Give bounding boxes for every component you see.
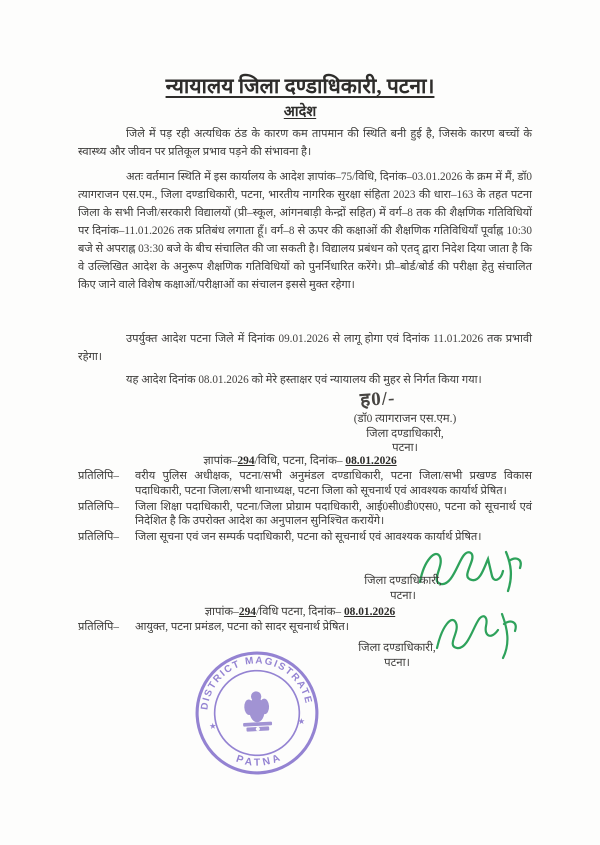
stamp-bottom-text: PATNA bbox=[234, 751, 285, 769]
handwritten-signature-mark: ह0/- bbox=[359, 387, 396, 412]
copy-text: जिला सूचना एवं जन सम्पर्क पदाधिकारी, पटना को सूचनार्थ एवं आवश्यक कार्यार्थ प्रेषित। bbox=[135, 531, 482, 544]
designation-line: जिला दण्डाधिकारी, bbox=[358, 642, 436, 654]
copy-text: आयुक्त, पटना प्रमंडल, पटना को सादर सूचनार्थ प्रेषित। bbox=[135, 621, 350, 633]
memo-middle: /विधि, पटना, दिनांक– bbox=[254, 455, 346, 467]
copy-label: प्रतिलिपि– bbox=[78, 621, 119, 633]
memo-date: 08.01.2026 bbox=[343, 606, 396, 618]
memo-line-1 bbox=[0, 453, 600, 468]
memo-date: 08.01.2026 bbox=[345, 455, 397, 467]
copy-label: प्रतिलिपि– bbox=[78, 531, 119, 544]
signatory-block bbox=[300, 412, 510, 456]
svg-text:PATNA bbox=[234, 751, 285, 770]
memo-prefix: ज्ञापांक– bbox=[203, 455, 238, 467]
order-paragraph: जिले में पड़ रही अत्यधिक ठंड के कारण कम तापमान की स्थिति बनी हुई है, जिसके कारण बच्चों के स्वास्थ्य और जीवन पर प्रतिकूल प्रभाव पड़ने की संभावना है। bbox=[78, 128, 532, 158]
memo-number: 294 bbox=[238, 606, 256, 618]
copy-row bbox=[78, 500, 532, 530]
copy-text: जिला शिक्षा पदाधिकारी, पटना/जिला प्रोग्राम पदाधिकारी, आई0सी0डी0एस0, पटना को सूचनार्थ एवं निदेशित है कि उपरोक्त आदेश का अनुपालन सुनिश्चित करायेंगे। bbox=[135, 500, 532, 528]
star-icon: ★ bbox=[297, 716, 306, 727]
ashoka-emblem-icon bbox=[241, 691, 272, 732]
order-paragraph: उपर्युक्त आदेश पटना जिले में दिनांक 09.01.2026 से लागू होगा एवं दिनांक 11.01.2026 तक प्रभावी रहेगा। bbox=[78, 333, 532, 363]
district-magistrate-stamp bbox=[191, 647, 323, 779]
signature-designation-block bbox=[322, 641, 472, 670]
stamp-ring-text: DISTRICT MAGISTRATE bbox=[199, 655, 314, 711]
signature-designation-block bbox=[328, 574, 478, 603]
signatory-place: पटना। bbox=[392, 442, 418, 454]
memo-middle: /विधि पटना, दिनांक– bbox=[255, 606, 344, 618]
signatory-designation: जिला दण्डाधिकारी, bbox=[366, 427, 444, 440]
copy-label: प्रतिलिपि– bbox=[78, 470, 119, 482]
order-heading: आदेश bbox=[283, 104, 317, 120]
designation-place: पटना। bbox=[384, 656, 410, 669]
signatory-name: (डॉ0 त्यागराजन एस.एम.) bbox=[353, 413, 457, 425]
copy-row bbox=[78, 469, 532, 499]
copy-distribution-list-1 bbox=[78, 469, 532, 546]
order-paragraph: अतः वर्तमान स्थिति में इस कार्यालय के आदेश ज्ञापांक–75/विधि, दिनांक–03.01.2026 के क्रम में मैं, डॉ0 त्यागराजन एस.एम., जिला दण्डाधिकारी, पटना, भारतीय नागरिक सुरक्षा संहिता 2023 की धारा–163 के तहत पटना जिला के सभी निजी/सरकारी विद्यालयों (प्री–स्कूल, आंगनबाड़ी केन्द्रों सहित) में वर्ग–8 तक की शैक्षणिक गतिविधियों पर दिनांक–11.01.2026 तक प्रतिबंध लगाता हूँ। वर्ग–8 से ऊपर की कक्षाओं की शैक्षणिक गतिविधियाँ पूर्वाह्न 10:30 बजे से अपराह्न 03:30 बजे के बीच संचालित की जा सकती है। विद्यालय प्रबंधन को एतद् द्वारा निदेश दिया जाता है कि वे उल्लिखित आदेश के अनुरूप शैक्षणिक गतिविधियों को पुनर्निधारित करेंगे। प्री–बोर्ड/बोर्ड की परीक्षा हेतु संचालित किए जाने वाले विशेष कक्षाओं/परीक्षाओं का संचालन इससे मुक्त रहेगा। bbox=[78, 171, 532, 291]
copy-label: प्रतिलिपि– bbox=[78, 500, 119, 513]
designation-place: पटना। bbox=[390, 589, 416, 602]
designation-line: जिला दण्डाधिकारी, bbox=[364, 575, 442, 587]
page-title: न्यायालय जिला दण्डाधिकारी, पटना। bbox=[165, 74, 435, 98]
memo-number: 294 bbox=[237, 455, 255, 467]
order-paragraph: यह आदेश दिनांक 08.01.2026 को मेरे हस्ताक्षर एवं न्यायालय की मुहर से निर्गत किया गया। bbox=[126, 374, 482, 386]
star-icon: ★ bbox=[208, 721, 217, 731]
copy-text: वरीय पुलिस अधीक्षक, पटना/सभी अनुमंडल दण्डाधिकारी, पटना जिला/सभी प्रखण्ड विकास पदाधिकारी, पटना जिला/सभी थानाध्यक्ष, पटना जिला को सूचनार्थ एवं आवश्यक कार्यार्थ प्रेषित। bbox=[135, 470, 532, 497]
memo-prefix: ज्ञापांक– bbox=[204, 606, 239, 618]
